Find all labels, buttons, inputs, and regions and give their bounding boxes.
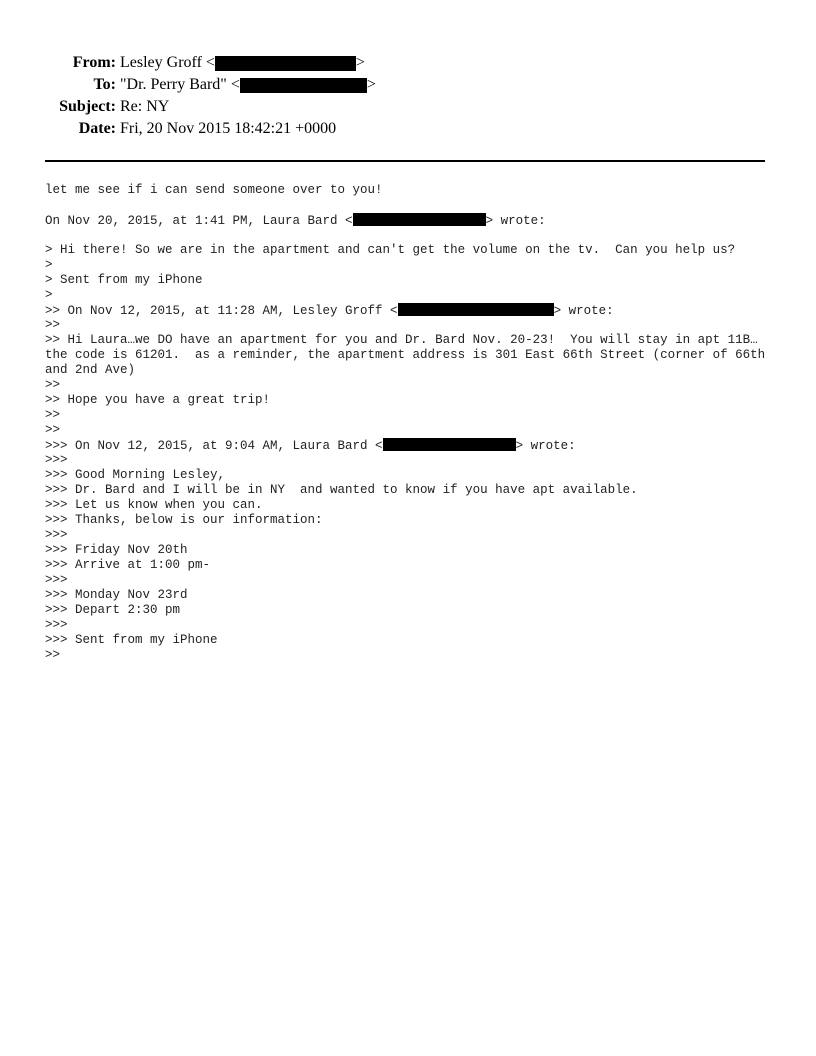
to-value: "Dr. Perry Bard" < <box>120 76 240 93</box>
subject-value: Re: NY <box>120 98 170 115</box>
date-row <box>0 118 816 140</box>
body-line: > <box>45 258 53 272</box>
header-divider <box>45 160 765 162</box>
date-label: Date: <box>78 120 116 137</box>
body-line: >>> Sent from my iPhone <box>45 633 218 647</box>
body-line: >>> <box>45 528 68 542</box>
body-line: >>> Depart 2:30 pm <box>45 603 181 617</box>
blank-line <box>45 198 775 213</box>
quote-header-suffix: > wrote: <box>515 439 576 453</box>
date-value: Fri, 20 Nov 2015 18:42:21 +0000 <box>120 120 337 137</box>
body-line: >> <box>45 648 61 662</box>
body-line: >> Hi Laura…we DO have an apartment for you and Dr. Bard Nov. 20-23! You will stay in apt 11B…the code is 61201. as a reminder, the apartment address is 301 East 66th Street (corner of 66th and 2nd Ave) <box>45 333 773 377</box>
body-line: >> <box>45 378 61 392</box>
to-label: To: <box>93 76 116 93</box>
quote-header-text: >> On Nov 12, 2015, at 11:28 AM, Lesley Groff < <box>45 304 398 318</box>
body-line: >>> <box>45 453 68 467</box>
body-line: > Hi there! So we are in the apartment and can't get the volume on the tv. Can you help us? <box>45 243 736 257</box>
from-value: Lesley Groff < <box>120 54 215 71</box>
redaction-box <box>398 303 554 316</box>
redaction-box <box>215 56 356 71</box>
from-bracket: > <box>355 54 365 71</box>
quote-header-line <box>45 303 775 318</box>
body-line: >>> <box>45 618 68 632</box>
quote-header-text: On Nov 20, 2015, at 1:41 PM, Laura Bard < <box>45 214 353 228</box>
body-line: >>> Arrive at 1:00 pm- <box>45 558 211 572</box>
body-line: >>> Monday Nov 23rd <box>45 588 188 602</box>
body-line: >> <box>45 408 61 422</box>
body-line: >>> Friday Nov 20th <box>45 543 188 557</box>
body-line: >> <box>45 318 61 332</box>
body-line: >> Hope you have a great trip! <box>45 393 271 407</box>
body-line: >>> Dr. Bard and I will be in NY and wanted to know if you have apt available. <box>45 483 638 497</box>
quote-header-suffix: > wrote: <box>553 304 614 318</box>
blank-line <box>45 228 775 243</box>
from-row <box>0 52 816 74</box>
body-line: >> <box>45 423 61 437</box>
body-line: >>> <box>45 573 68 587</box>
redaction-box <box>240 78 367 93</box>
quote-header-suffix: > wrote: <box>485 214 546 228</box>
redaction-box <box>353 213 486 226</box>
subject-row <box>0 96 816 118</box>
quote-header-line <box>45 213 775 228</box>
to-bracket: > <box>366 76 376 93</box>
body-line: >>> Let us know when you can. <box>45 498 263 512</box>
body-line: >>> Thanks, below is our information: <box>45 513 323 527</box>
email-header <box>0 52 816 140</box>
quote-header-line <box>45 438 775 453</box>
body-line: > Sent from my iPhone <box>45 273 203 287</box>
quote-header-text: >>> On Nov 12, 2015, at 9:04 AM, Laura Bard < <box>45 439 383 453</box>
email-body <box>45 183 775 663</box>
to-row <box>0 74 816 96</box>
from-label: From: <box>72 54 116 71</box>
body-line: let me see if i can send someone over to you! <box>45 183 383 197</box>
body-line: > <box>45 288 53 302</box>
redaction-box <box>383 438 516 451</box>
body-line: >>> Good Morning Lesley, <box>45 468 226 482</box>
subject-label: Subject: <box>59 98 116 115</box>
